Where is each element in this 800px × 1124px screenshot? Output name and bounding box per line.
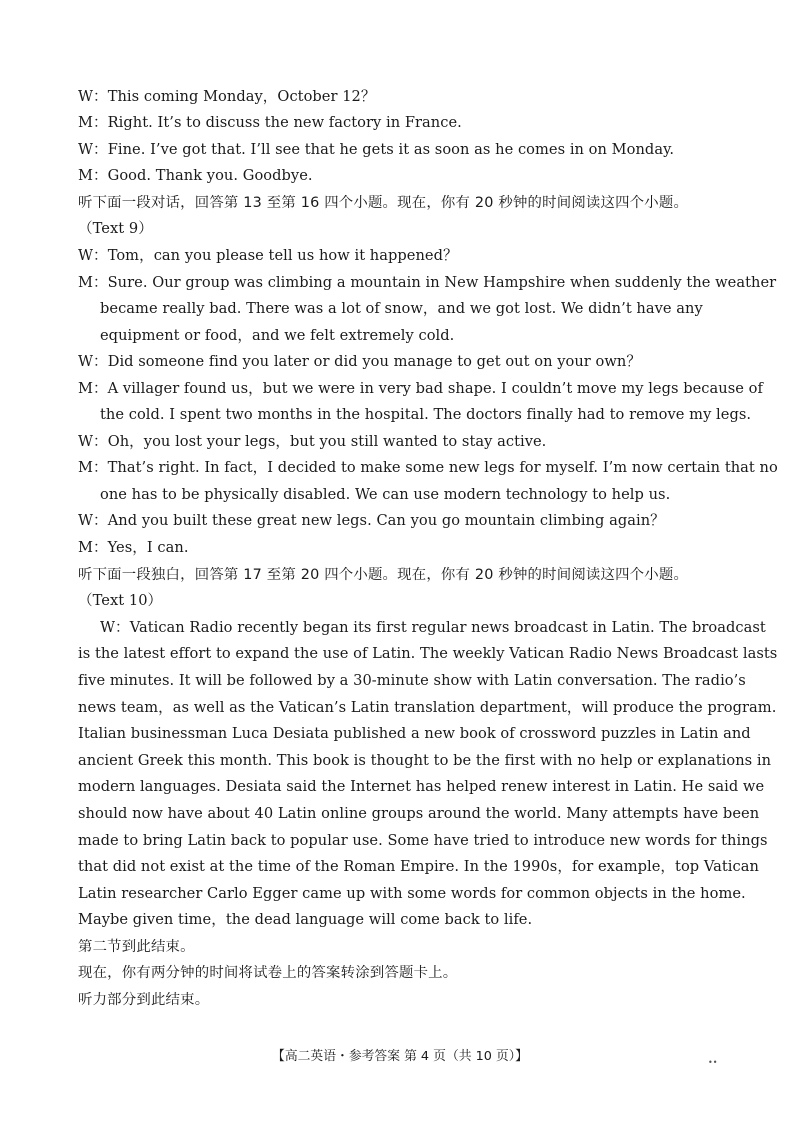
closing-note: 第二节到此结束。 xyxy=(78,939,195,955)
closing-note: 听力部分到此结束。 xyxy=(78,992,210,1008)
dialogue-line: W：This coming Monday，October 12？ xyxy=(78,88,376,105)
monologue-line: five minutes. It will be followed by a 30-minute show with Latin conversation. The radio’s xyxy=(78,672,746,689)
dialogue-line: W：Tom，can you please tell us how it happened？ xyxy=(78,247,458,264)
monologue-line: made to bring Latin back to popular use. Some have tried to introduce new words for things xyxy=(78,832,768,849)
monologue-line: Italian businessman Luca Desiata published a new book of crossword puzzles in Latin and xyxy=(78,725,751,742)
monologue-line: is the latest effort to expand the use of Latin. The weekly Vatican Radio News Broadcast lasts xyxy=(78,645,778,662)
text-heading: （Text 10） xyxy=(78,592,163,609)
dialogue-line: M：That’s right. In fact，I decided to make some new legs for myself. I’m now certain that no xyxy=(78,459,778,476)
closing-note: 现在，你有两分钟的时间将试卷上的答案转涂到答题卡上。 xyxy=(78,965,458,981)
text-heading: （Text 9） xyxy=(78,220,153,237)
monologue-line: news team，as well as the Vatican’s Latin translation department，will produce the program. xyxy=(78,699,777,716)
section-instruction: 听下面一段对话，回答第 13 至第 16 四个小题。现在，你有 20 秒钟的时间阅读这四个小题。 xyxy=(78,195,689,211)
dialogue-line: M：Right. It’s to discuss the new factory in France. xyxy=(78,114,462,131)
dialogue-line: M：A villager found us，but we were in very bad shape. I couldn’t move my legs because of xyxy=(78,380,763,397)
monologue-line: Latin researcher Carlo Egger came up with some words for common objects in the home. xyxy=(78,885,746,902)
corner-mark: •• xyxy=(708,1058,718,1067)
dialogue-line-continued: one has to be physically disabled. We can use modern technology to help us. xyxy=(100,486,671,503)
monologue-line: ancient Greek this month. This book is thought to be the first with no help or explanations in xyxy=(78,752,772,769)
monologue-line: should now have about 40 Latin online groups around the world. Many attempts have been xyxy=(78,805,760,822)
dialogue-line: W：Fine. I’ve got that. I’ll see that he gets it as soon as he comes in on Monday. xyxy=(78,141,675,158)
dialogue-line: M：Yes，I can. xyxy=(78,539,189,556)
monologue-line: modern languages. Desiata said the Internet has helped renew interest in Latin. He said we xyxy=(78,778,765,795)
dialogue-line: W：Did someone find you later or did you manage to get out on your own？ xyxy=(78,353,641,370)
section-instruction: 听下面一段独白，回答第 17 至第 20 四个小题。现在，你有 20 秒钟的时间阅读这四个小题。 xyxy=(78,567,689,583)
dialogue-line: W：And you built these great new legs. Can you go mountain climbing again？ xyxy=(78,512,665,529)
page-footer: 【高二英语・参考答案 第 4 页（共 10 页）】 xyxy=(272,1049,528,1064)
dialogue-line-continued: the cold. I spent two months in the hospital. The doctors finally had to remove my legs. xyxy=(100,406,752,423)
dialogue-line: W：Oh，you lost your legs，but you still wanted to stay active. xyxy=(78,433,547,450)
monologue-line: that did not exist at the time of the Roman Empire. In the 1990s，for example，top Vatican xyxy=(78,858,759,875)
dialogue-line-continued: became really bad. There was a lot of snow，and we got lost. We didn’t have any xyxy=(100,300,703,317)
monologue-line: Maybe given time，the dead language will come back to life. xyxy=(78,911,533,928)
dialogue-line-continued: equipment or food，and we felt extremely cold. xyxy=(100,327,455,344)
dialogue-line: M：Good. Thank you. Goodbye. xyxy=(78,167,313,184)
dialogue-line: M：Sure. Our group was climbing a mountain in New Hampshire when suddenly the weather xyxy=(78,274,777,291)
monologue-line: W：Vatican Radio recently began its first regular news broadcast in Latin. The broadcast xyxy=(100,619,766,636)
